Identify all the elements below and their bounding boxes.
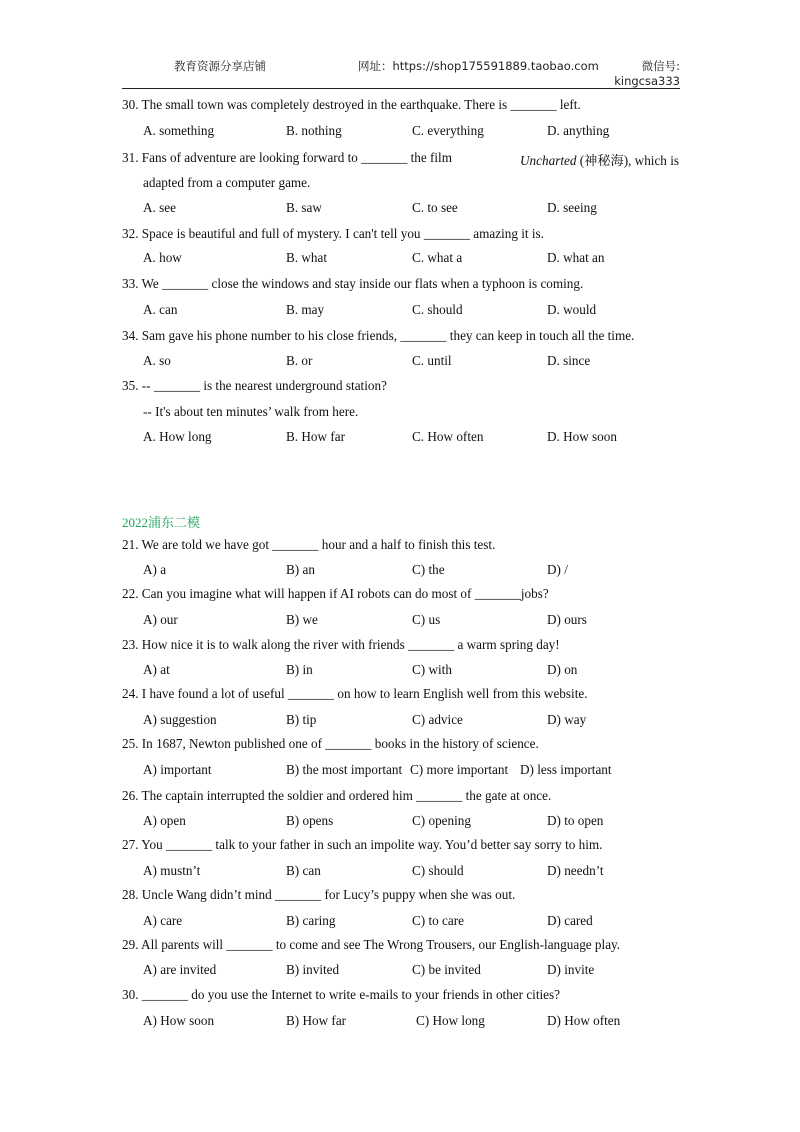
option-b: B) in [286, 662, 313, 677]
question-stem: 27. You _______ talk to your father in such an impolite way. You’d better say sorry to him. [122, 837, 603, 852]
option-c: C) the [412, 562, 445, 577]
option-c: C) advice [412, 712, 463, 727]
option-d: D) to open [547, 813, 604, 828]
option-d: D) less important [520, 762, 612, 777]
option-a: A. How long [143, 429, 212, 444]
option-b: B) caring [286, 913, 336, 928]
question-stem: 34. Sam gave his phone number to his close friends, _______ they can keep in touch all the time. [122, 328, 635, 343]
option-b: B. or [286, 353, 313, 368]
question-stem: 32. Space is beautiful and full of mystery. I can't tell you _______ amazing it is. [122, 226, 544, 241]
option-c: C) more important [410, 762, 509, 777]
question-stem: 23. How nice it is to walk along the river with friends _______ a warm spring day! [122, 637, 560, 652]
option-b: B. nothing [286, 123, 342, 138]
option-c: C. everything [412, 123, 484, 138]
option-a: A) our [143, 612, 178, 627]
option-b: B) invited [286, 962, 340, 977]
option-d: D. anything [547, 123, 610, 138]
option-a: A) open [143, 813, 186, 828]
option-c: C. what a [412, 250, 463, 265]
option-a: A) at [143, 662, 170, 677]
header-wechat-id: kingcsa333 [614, 74, 680, 88]
option-c: C) should [412, 863, 464, 878]
option-c: C) with [412, 662, 452, 677]
option-a: A. so [143, 353, 171, 368]
option-a: A) are invited [143, 962, 217, 977]
option-b: B) an [286, 562, 315, 577]
option-d: D) way [547, 712, 587, 727]
option-a: A) mustn’t [143, 863, 201, 878]
header-url: 网址：https://shop175591889.taobao.com [358, 59, 599, 73]
option-d: D) cared [547, 913, 593, 928]
option-a: A) care [143, 913, 183, 928]
option-d: D. would [547, 302, 597, 317]
option-a: A) How soon [143, 1013, 215, 1028]
option-c: C) us [412, 612, 441, 627]
question-stem-part: (神秘海), which is [579, 153, 679, 168]
option-c: C. until [412, 353, 452, 368]
option-a: A) a [143, 562, 167, 577]
option-c: C) to care [412, 913, 464, 928]
question-stem-continued: -- It's about ten minutes’ walk from here. [143, 404, 359, 419]
option-b: B) How far [286, 1013, 347, 1028]
option-b: B. How far [286, 429, 345, 444]
question-stem: 21. We are told we have got _______ hour and a half to finish this test. [122, 537, 496, 552]
option-a: A. how [143, 250, 182, 265]
header-divider [122, 88, 680, 89]
page-header [122, 56, 680, 88]
option-c: C) be invited [412, 962, 481, 977]
option-b: B. what [286, 250, 328, 265]
option-d: D) on [547, 662, 578, 677]
option-a: A. something [143, 123, 215, 138]
question-stem: 30. The small town was completely destroyed in the earthquake. There is _______ left. [122, 97, 581, 112]
question-stem-continued: adapted from a computer game. [143, 175, 311, 190]
question-stem: 25. In 1687, Newton published one of _______ books in the history of science. [122, 736, 539, 751]
question-stem: 30. _______ do you use the Internet to write e-mails to your friends in other cities? [122, 987, 561, 1002]
option-d: D) invite [547, 962, 595, 977]
option-b: B) the most important [286, 762, 403, 777]
question-stem: 35. -- _______ is the nearest underground station? [122, 378, 387, 393]
option-d: D. How soon [547, 429, 617, 444]
option-d: D) How often [547, 1013, 621, 1028]
option-d: D) / [547, 562, 568, 577]
question-stem: 24. I have found a lot of useful _______ on how to learn English well from this website. [122, 686, 588, 701]
option-c: C) How long [416, 1013, 485, 1028]
header-wechat-label: 微信号: [641, 59, 680, 73]
option-b: B) we [286, 612, 318, 627]
film-title: Uncharted [520, 153, 577, 168]
option-c: C. to see [412, 200, 458, 215]
option-a: A) suggestion [143, 712, 217, 727]
header-shop-name: 教育资源分享店铺 [174, 59, 266, 73]
section-title: 2022浦东二模 [122, 515, 201, 530]
option-d: D. seeing [547, 200, 597, 215]
option-a: A) important [143, 762, 212, 777]
question-stem: 29. All parents will _______ to come and see The Wrong Trousers, our English-language play. [122, 937, 621, 952]
question-stem-part: 31. Fans of adventure are looking forward to _______ the film [122, 150, 452, 165]
option-b: B) can [286, 863, 321, 878]
option-a: A. see [143, 200, 176, 215]
option-a: A. can [143, 302, 178, 317]
option-b: B. saw [286, 200, 322, 215]
option-b: B) opens [286, 813, 334, 828]
option-d: D) needn’t [547, 863, 604, 878]
option-c: C. How often [412, 429, 484, 444]
option-d: D) ours [547, 612, 587, 627]
option-d: D. what an [547, 250, 605, 265]
question-stem [122, 150, 679, 169]
option-c: C. should [412, 302, 463, 317]
option-b: B. may [286, 302, 325, 317]
option-b: B) tip [286, 712, 317, 727]
question-stem: 26. The captain interrupted the soldier and ordered him _______ the gate at once. [122, 788, 552, 803]
option-c: C) opening [412, 813, 471, 828]
option-d: D. since [547, 353, 591, 368]
question-stem: 33. We _______ close the windows and stay inside our flats when a typhoon is coming. [122, 276, 584, 291]
question-stem: 22. Can you imagine what will happen if AI robots can do most of _______jobs? [122, 586, 549, 601]
question-stem: 28. Uncle Wang didn’t mind _______ for Lucy’s puppy when she was out. [122, 887, 516, 902]
